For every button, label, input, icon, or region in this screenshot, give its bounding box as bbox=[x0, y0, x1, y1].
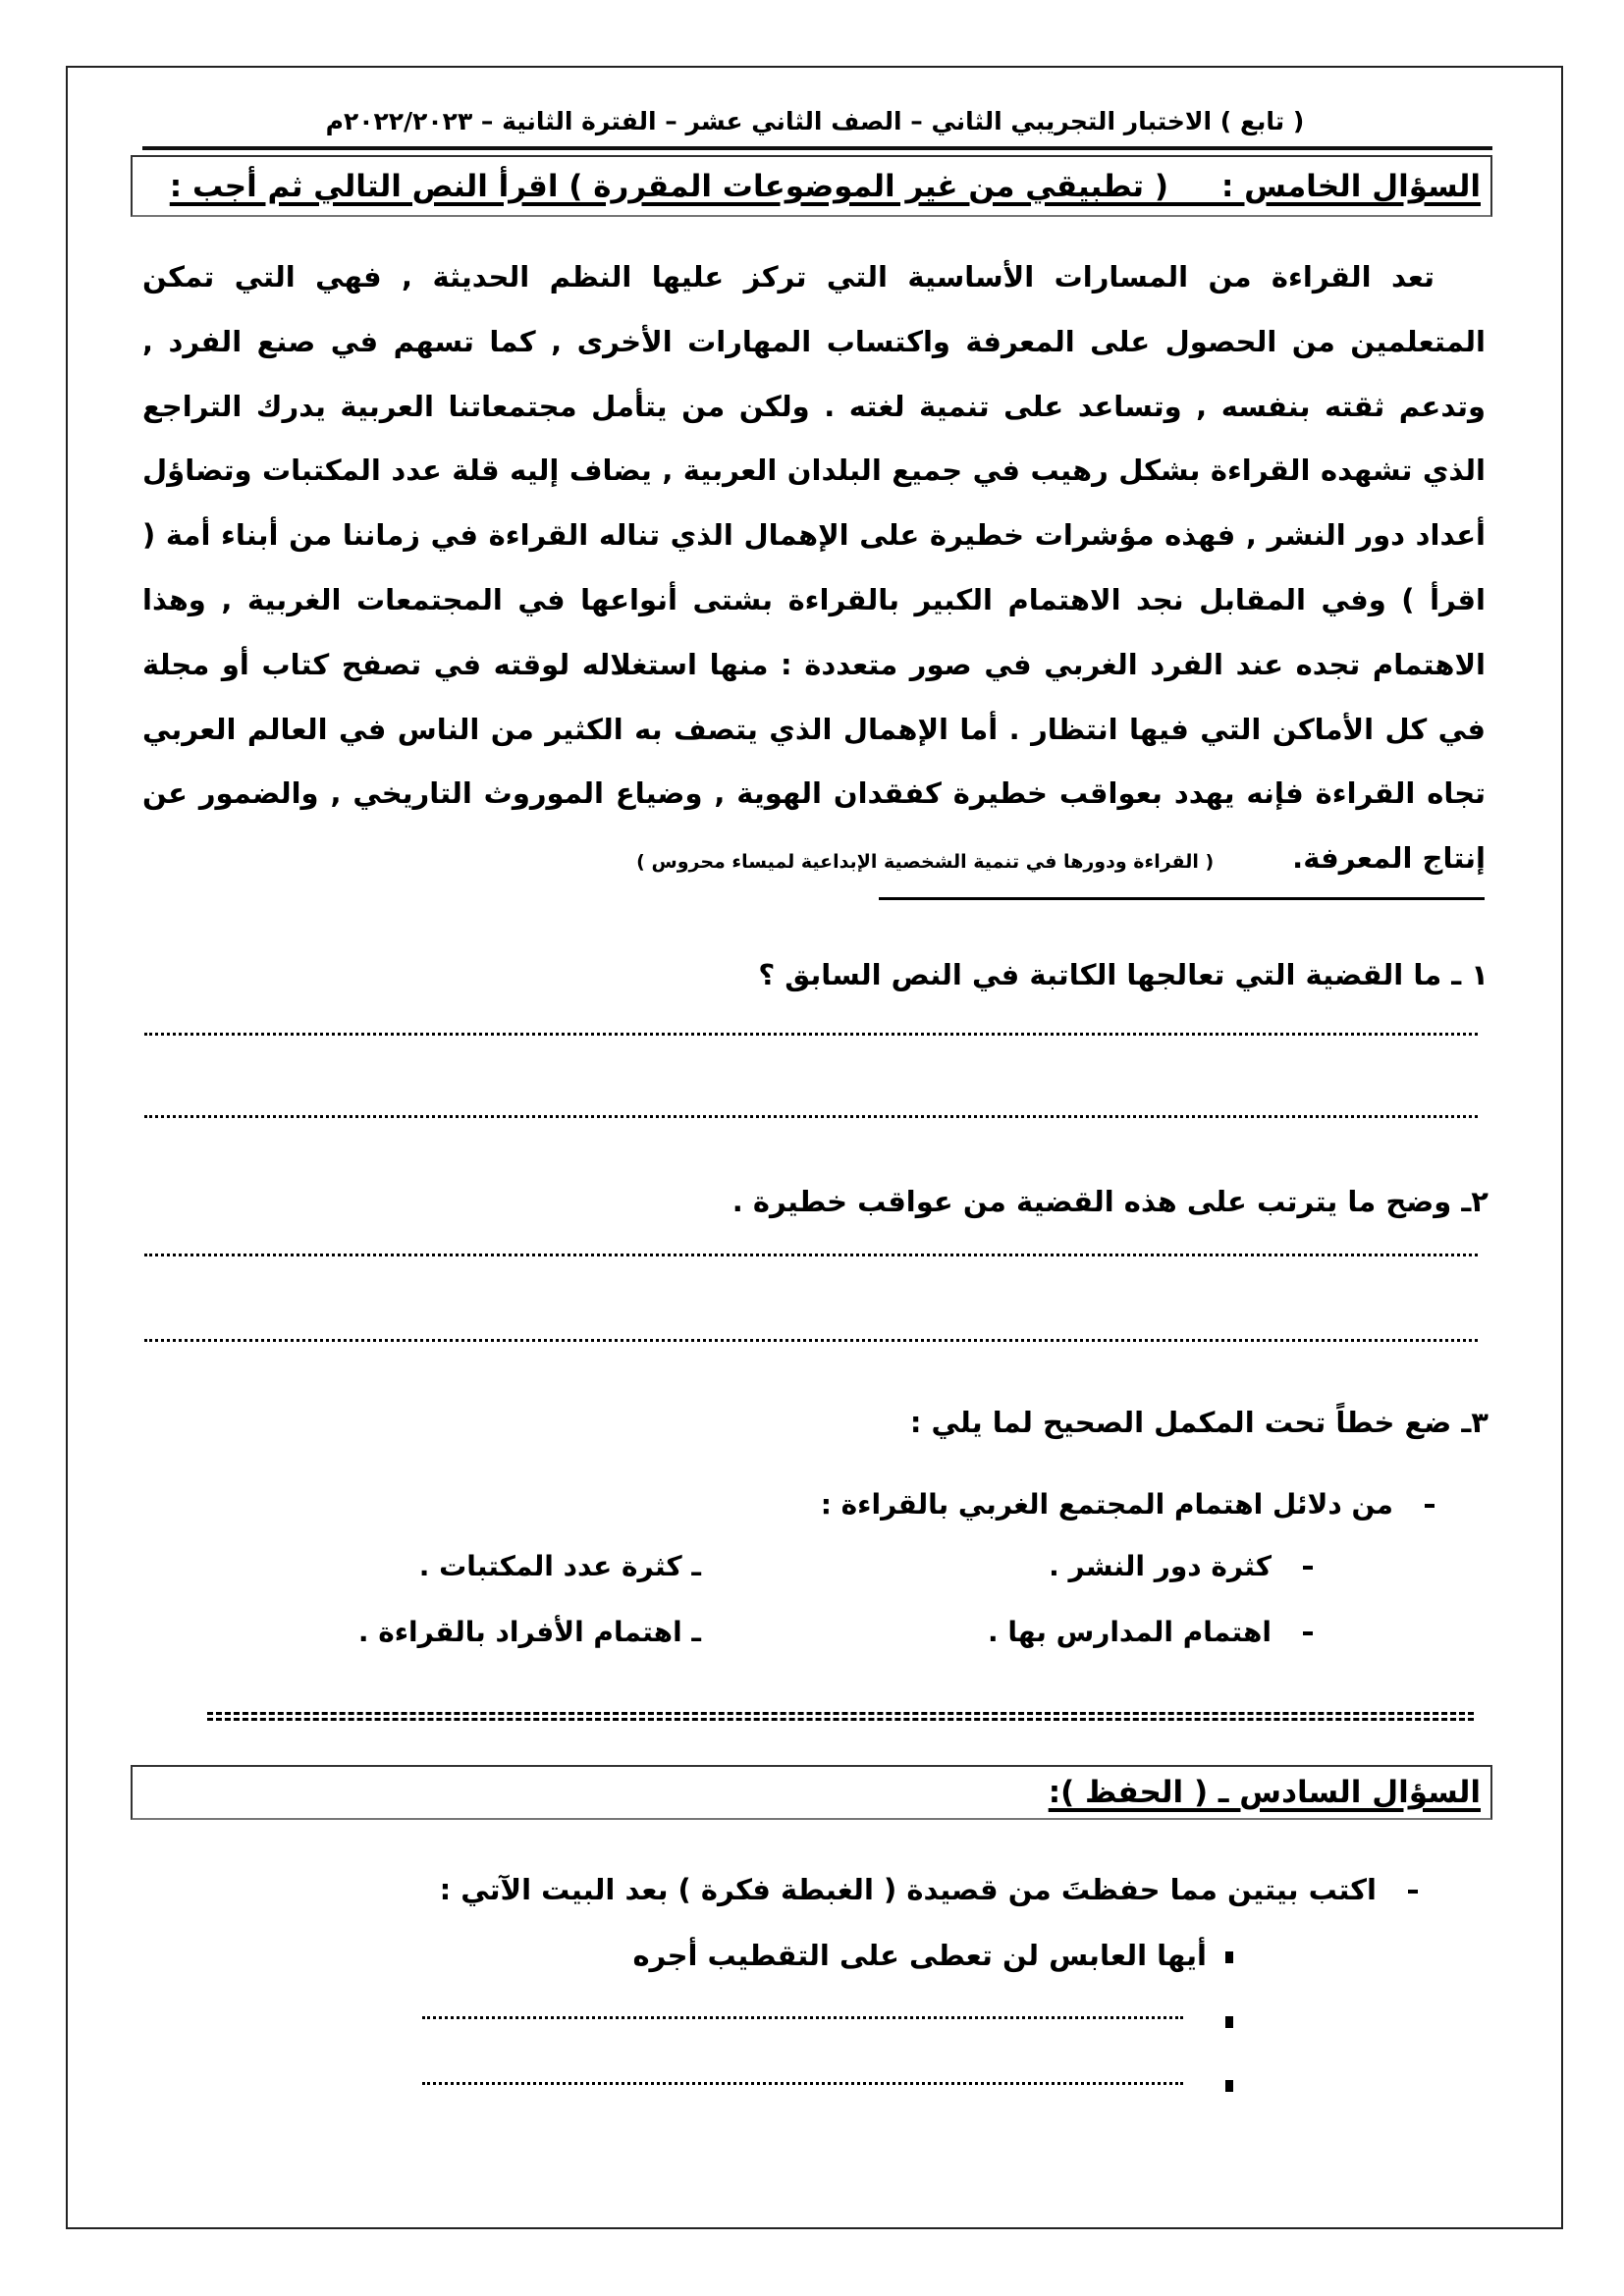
square-bullet-icon bbox=[1225, 2080, 1233, 2092]
section-separator bbox=[207, 1712, 1474, 1721]
answer-line-q2-1[interactable] bbox=[144, 1254, 1478, 1256]
dash-bullet-icon bbox=[1303, 1566, 1313, 1570]
answer-line-q2-2[interactable] bbox=[144, 1339, 1478, 1342]
passage-citation: ( القراءة ودورها في تنمية الشخصية الإبداعية لميساء محروس ) bbox=[636, 851, 1215, 874]
question-3: ٣ـ ضع خطاً تحت المكمل الصحيح لما يلي : bbox=[909, 1406, 1489, 1439]
verse-answer-line-1[interactable] bbox=[422, 2016, 1183, 2019]
passage-end-rule bbox=[879, 897, 1485, 900]
question6-instruction: اكتب بيتين مما حفظتَ من قصيدة ( الغبطة فكرة ) بعد البيت الآتي : bbox=[440, 1868, 1418, 1911]
option-schools-interest[interactable]: اهتمام المدارس بها . bbox=[988, 1611, 1313, 1654]
dash-bullet-icon bbox=[1408, 1890, 1418, 1894]
question5-title-box bbox=[131, 155, 1492, 217]
question-1: ١ ـ ما القضية التي تعالجها الكاتبة في النص السابق ؟ bbox=[758, 958, 1489, 991]
dash-bullet-icon bbox=[1303, 1631, 1313, 1635]
option-individuals-interest[interactable]: ـ اهتمام الأفراد بالقراءة . bbox=[357, 1616, 701, 1648]
exam-header-title: ( تابع ) الاختبار التجريبي الثاني – الصف الثاني عشر – الفترة الثانية – ٢٠٢٢/٢٠٢٣م bbox=[325, 107, 1305, 135]
header-divider bbox=[142, 146, 1492, 150]
question5-title: السؤال الخامس : ( تطبيقي من غير الموضوعات المقررة ) اقرأ النص التالي ثم أجب : bbox=[169, 168, 1481, 204]
verse-answer-line-2[interactable] bbox=[422, 2082, 1183, 2085]
answer-line-q1-2[interactable] bbox=[144, 1115, 1478, 1118]
answer-line-q1-1[interactable] bbox=[144, 1033, 1478, 1036]
passage-text: تعد القراءة من المسارات الأساسية التي تركز عليها النظم الحديثة , فهي التي تمكن المتعلمين من الحصول على المعرفة واكتساب المهارات الأخرى , كما تسهم في صنع الفرد , وتدعم ثقته بنفسه , وتساعد على تنمية لغته . ولكن من يتأمل مجتمعاتنا العربية يدرك التراجع الذي تشهده القراءة بشكل رهيب في جميع البلدان العربية , يضاف إليه قلة عدد المكتبات وتضاؤل أعداد دور النشر , فهذه مؤشرات خطيرة على الإهمال الذي تناله القراءة في زماننا من أبناء أمة ( اقرأ ) وفي المقابل نجد الاهتمام الكبير بالقراءة بشتى أنواعها في المجتمعات الغربية , وهذا الاهتمام تجده عند الفرد الغربي في صور متعددة : منها استغلاله لوقته في تصفح كتاب أو مجلة في كل الأماكن التي فيها انتظار . أما الإهمال الذي يتصف به الكثير من الناس في العالم العربي تجاه القراءة فإنه يهدد بعواقب خطيرة كفقدان الهوية , وضياع الموروث التاريخي , والضمور عن إنتاج المعرفة. bbox=[142, 260, 1486, 876]
given-verse: أيها العابس لن تعطى على التقطيب أجره bbox=[632, 1939, 1207, 1972]
question-3-stem: من دلائل اهتمام المجتمع الغربي بالقراءة : bbox=[821, 1483, 1435, 1526]
dash-bullet-icon bbox=[1425, 1504, 1435, 1508]
question-2: ٢ـ وضح ما يترتب على هذه القضية من عواقب خطيرة . bbox=[731, 1185, 1489, 1218]
question6-title-box bbox=[131, 1765, 1492, 1820]
square-bullet-icon bbox=[1225, 2016, 1233, 2028]
option-libraries-count[interactable]: ـ كثرة عدد المكتبات . bbox=[418, 1550, 701, 1582]
square-bullet-icon bbox=[1225, 1951, 1233, 1963]
question6-title: السؤال السادس ـ ( الحفظ ): bbox=[1048, 1775, 1481, 1810]
reading-passage bbox=[142, 245, 1486, 895]
option-publishing-houses[interactable]: كثرة دور النشر . bbox=[1049, 1545, 1313, 1588]
